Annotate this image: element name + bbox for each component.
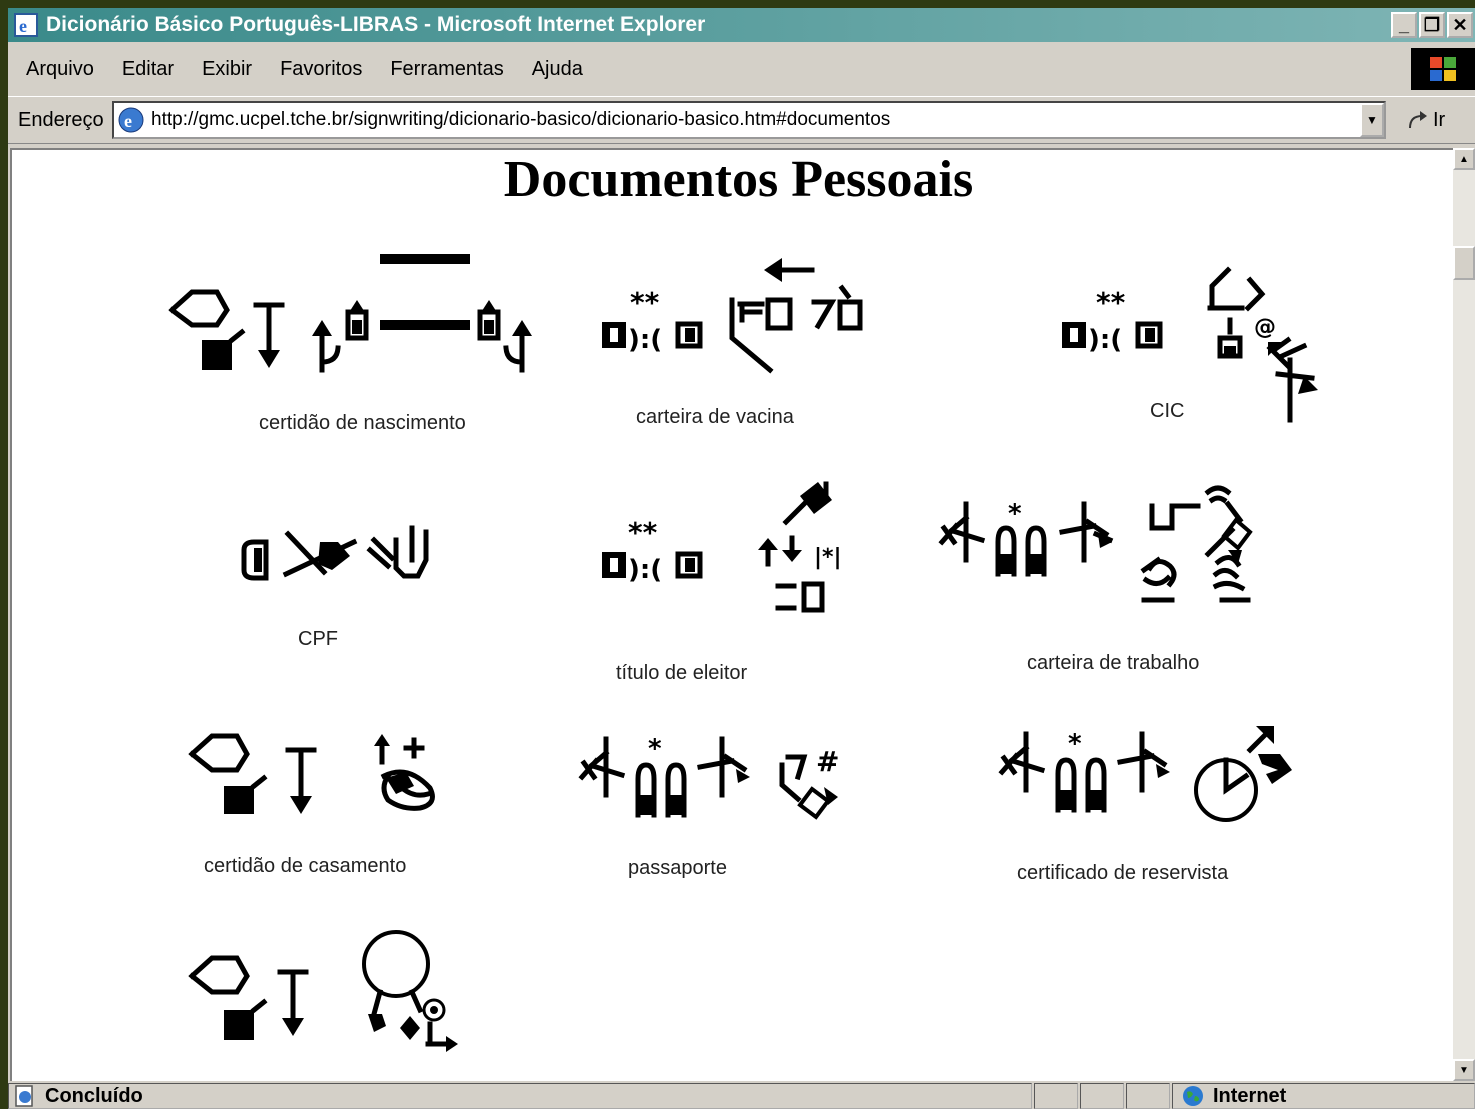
sign-cic: [1042, 250, 1332, 430]
sign-titulo-de-eleitor: [582, 480, 872, 630]
security-zone: [1172, 1083, 1475, 1109]
zone-label: Internet: [1213, 1084, 1287, 1107]
close-button[interactable]: ✕: [1447, 12, 1473, 38]
address-bar: [8, 96, 1475, 144]
window-title: Dicionário Básico Português-LIBRAS - Microsoft Internet Explorer: [46, 13, 706, 36]
minimize-button[interactable]: _: [1391, 12, 1417, 38]
sign-passaporte: [562, 735, 882, 835]
windows-logo-icon: [1411, 48, 1475, 90]
address-label: Endereço: [18, 108, 104, 131]
status-cell: [1080, 1083, 1124, 1109]
address-dropdown-button[interactable]: ▼: [1360, 103, 1384, 137]
status-cell: [1034, 1083, 1078, 1109]
svg-text:**: **: [1096, 286, 1126, 319]
page-title: Documentos Pessoais: [503, 151, 974, 208]
browser-window: [8, 8, 1475, 1109]
sign-caption: CPF: [298, 628, 338, 650]
menu-editar[interactable]: Editar: [121, 57, 175, 80]
sign-unlabeled: [172, 920, 472, 1070]
sign-certidao-de-nascimento: [162, 250, 542, 380]
sign-caption: CIC: [1150, 400, 1185, 422]
address-input[interactable]: [112, 101, 1386, 139]
sign-carteira-de-vacina: [592, 250, 882, 380]
page-content: [10, 148, 1453, 1081]
sign-caption: certificado de reservista: [1017, 862, 1229, 884]
scroll-up-button[interactable]: ▲: [1453, 148, 1475, 170]
sign-certidao-de-casamento: [182, 728, 452, 828]
svg-text:*: *: [648, 735, 662, 764]
status-text: Concluído: [45, 1084, 143, 1107]
go-button[interactable]: [1406, 108, 1445, 132]
title-bar: [8, 8, 1475, 42]
sign-caption: certidão de nascimento: [259, 412, 466, 434]
scroll-thumb[interactable]: [1453, 246, 1475, 280]
status-bar: [8, 1083, 1475, 1109]
ie-page-icon: [117, 106, 145, 134]
svg-text:#: #: [816, 745, 840, 778]
svg-text:**: **: [628, 516, 658, 549]
svg-text:):(: ):(: [628, 555, 663, 585]
svg-text:**: **: [630, 286, 660, 319]
address-url: http://gmc.ucpel.tche.br/signwriting/dicionario-basico/dicionario-basico.htm#documentos: [151, 109, 891, 130]
svg-text:*: *: [1068, 729, 1082, 759]
status-cell: [1126, 1083, 1170, 1109]
sign-caption: carteira de vacina: [636, 406, 794, 428]
scroll-down-button[interactable]: ▼: [1453, 1059, 1475, 1081]
sign-caption: certidão de casamento: [204, 855, 407, 877]
vertical-scrollbar[interactable]: [1453, 148, 1475, 1081]
svg-text:):(: ):(: [628, 325, 663, 355]
sign-cpf: [232, 520, 442, 590]
menu-favoritos[interactable]: Favoritos: [280, 57, 363, 80]
svg-text:e: e: [19, 16, 27, 36]
menu-ajuda[interactable]: Ajuda: [531, 57, 583, 80]
svg-text:e: e: [124, 111, 132, 131]
go-label: Ir: [1433, 108, 1446, 131]
page-done-icon: [13, 1084, 37, 1108]
sign-caption: título de eleitor: [616, 662, 748, 684]
go-arrow-icon: [1406, 108, 1430, 132]
sign-caption: carteira de trabalho: [1027, 652, 1200, 674]
sign-carteira-de-trabalho: [932, 470, 1312, 620]
menu-bar: [8, 46, 1475, 92]
sign-certificado-de-reservista: [982, 720, 1312, 840]
menu-exibir[interactable]: Exibir: [202, 57, 253, 80]
svg-text:|*|: |*|: [814, 545, 842, 570]
maximize-button[interactable]: ❐: [1419, 12, 1445, 38]
ie-icon: [14, 13, 38, 37]
internet-globe-icon: [1181, 1084, 1205, 1108]
svg-text:*: *: [1008, 499, 1022, 529]
svg-text:):(: ):(: [1088, 325, 1123, 355]
svg-text:@: @: [1254, 315, 1276, 340]
sign-caption: passaporte: [628, 857, 727, 879]
menu-ferramentas[interactable]: Ferramentas: [390, 57, 504, 80]
menu-arquivo[interactable]: Arquivo: [26, 57, 94, 80]
